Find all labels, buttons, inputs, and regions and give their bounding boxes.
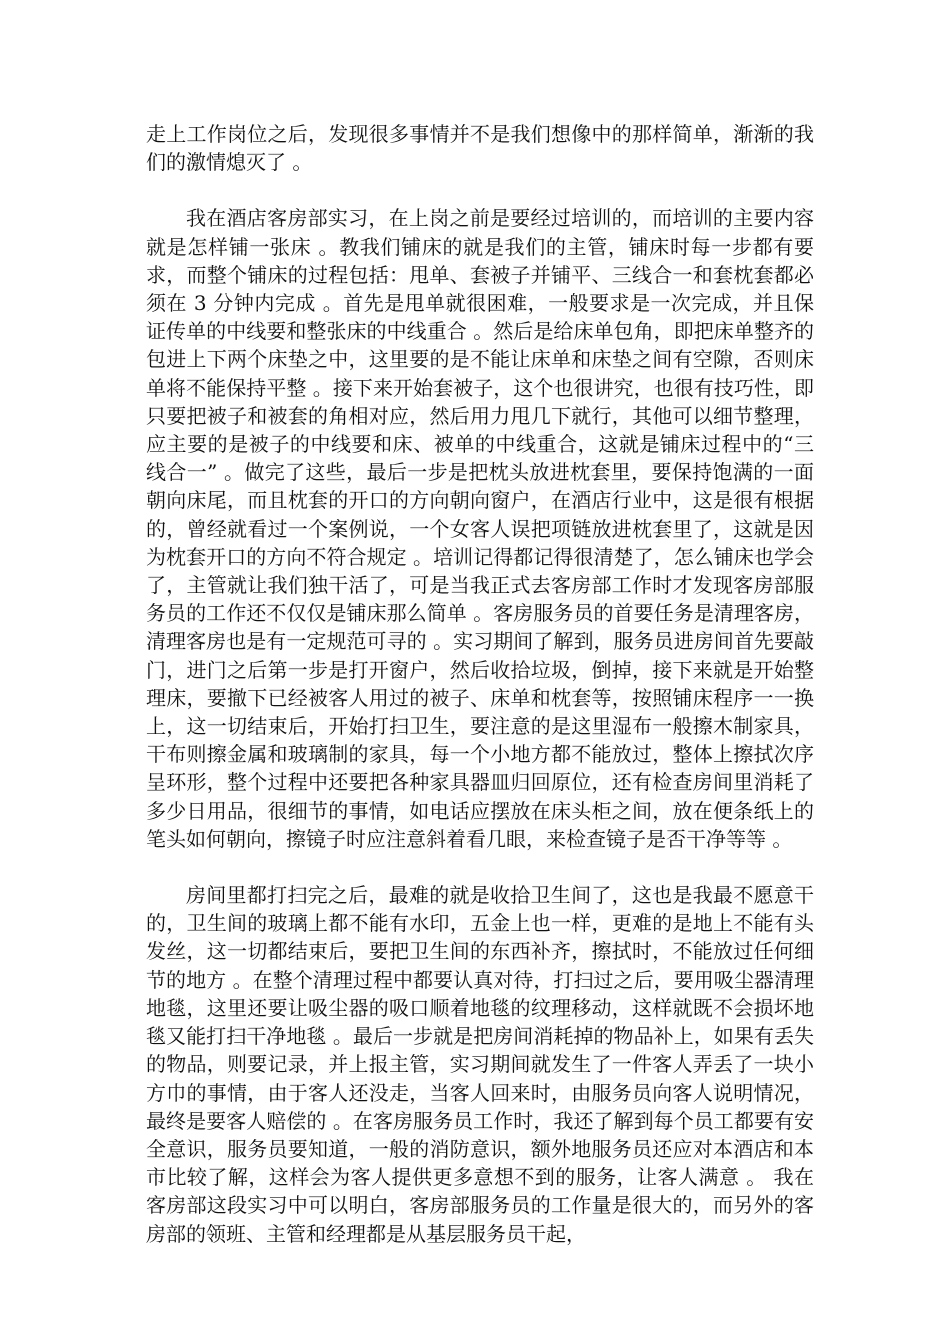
paragraph-1: 走上工作岗位之后，发现很多事情并不是我们想像中的那样简单，渐渐的我们的激情熄灭了 。: [146, 122, 814, 175]
paragraph-3: 房间里都打扫完之后，最难的就是收拾卫生间了，这也是我最不愿意干的，卫生间的玻璃上都不能有水印，五金上也一样，更难的是地上不能有头发丝，这一切都结束后，要把卫生间的东西补齐，擦拭时，不能放过任何细节的地方 。在整个清理过程中都要认真对待，打扫过之后，要用吸尘器清理地毯，这里还要让吸尘器的吸口顺着地毯的纹理移动，这样就既不会损坏地毯又能打扫干净地毯 。最后一步就是把房间消耗掉的物品补上，如果有丢失的物品，则要记录，并上报主管，实习期间就发生了一件客人弄丢了一块小方巾的事情，由于客人还没走，当客人回来时，由服务员向客人说明情况，最终是要客人赔偿的 。在客房服务员工作时，我还了解到每个员工都要有安全意识，服务员要知道，一般的消防意识，额外地服务员还应对本酒店和本市比较了解，这样会为客人提供更多意想不到的服务，让客人满意 。 我在客房部这段实习中可以明白，客房部服务员的工作量是很大的，而另外的客房部的领班、主管和经理都是从基层服务员干起，: [146, 883, 814, 1246]
document-body: [146, 120, 814, 1276]
paragraph-2: 我在酒店客房部实习，在上岗之前是要经过培训的，而培训的主要内容就是怎样铺一张床 。教我们铺床的就是我们的主管，铺床时每一步都有要求，而整个铺床的过程包括：甩单、套被子并铺平、三线合一和套枕套都必须在 3 分钟内完成 。首先是甩单就很困难，一般要求是一次完成，并且保证传单的中线要和整张床的中线重合 。然后是给床单包角，即把床单整齐的包进上下两个床垫之中，这里要的是不能让床单和床垫之间有空隙，否则床单将不能保持平整 。接下来开始套被子，这个也很讲究，也很有技巧性，即只要把被子和被套的角相对应，然后用力甩几下就行，其他可以细节整理，应主要的是被子的中线要和床、被单的中线重合，这就是铺床过程中的“三线合一” 。做完了这些，最后一步是把枕头放进枕套里，要保持饱满的一面朝向床尾，而且枕套的开口的方向朝向窗户，在酒店行业中，这是很有根据的，曾经就看过一个案例说，一个女客人误把项链放进枕套里了，这就是因为枕套开口的方向不符合规定 。培训记得都记得很清楚了，怎么铺床也学会了，主管就让我们独干活了，可是当我正式去客房部工作时才发现客房部服务员的工作还不仅仅是铺床那么简单 。客房服务员的首要任务是清理客房，清理客房也是有一定规范可寻的 。实习期间了解到，服务员进房间首先要敲门，进门之后第一步是打开窗户，然后收拾垃圾，倒掉，接下来就是开始整理床，要撤下已经被客人用过的被子、床单和枕套等，按照铺床程序一一换上，这一切结束后，开始打扫卫生，要注意的是这里湿布一般擦木制家具，干布则擦金属和玻璃制的家具，每一个小地方都不能放过，整体上擦拭次序呈环形，整个过程中还要把各种家具器皿归回原位，还有检查房间里消耗了多少日用品，很细节的事情，如电话应摆放在床头柜之间，放在便条纸上的笔头如何朝向，擦镜子时应注意斜着看几眼，来检查镜子是否干净等等 。: [146, 206, 814, 851]
